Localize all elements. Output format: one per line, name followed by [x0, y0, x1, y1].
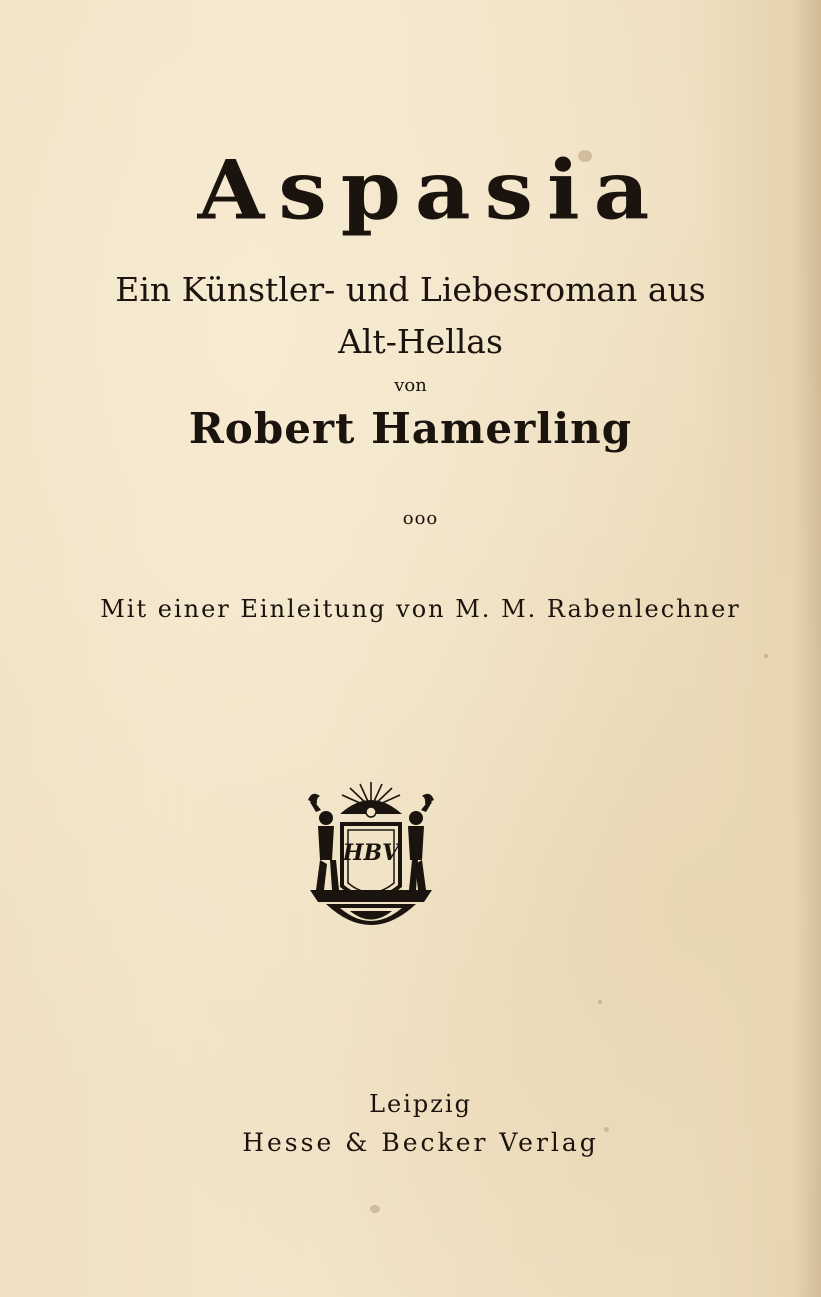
- book-title: Aspasia: [197, 142, 664, 239]
- publisher-mark-lettering: HBV: [342, 840, 400, 866]
- publisher-name: Hesse & Becker Verlag: [242, 1128, 599, 1157]
- ornament-divider: ooo: [402, 508, 439, 529]
- subtitle-line-2: Alt-Hellas: [338, 322, 503, 361]
- paper-speck: [764, 654, 768, 658]
- publication-place: Leipzig: [369, 1090, 472, 1118]
- subtitle-line-1: Ein Künstler- und Liebesroman aus: [115, 270, 706, 309]
- paper-stain: [370, 1205, 380, 1213]
- introduction-credit: Mit einer Einleitung von M. M. Rabenlechner: [100, 595, 741, 623]
- paper-speck: [598, 1000, 602, 1004]
- author-name: Robert Hamerling: [188, 404, 633, 453]
- publisher-mark-icon: [300, 778, 442, 940]
- by-word: von: [394, 375, 427, 396]
